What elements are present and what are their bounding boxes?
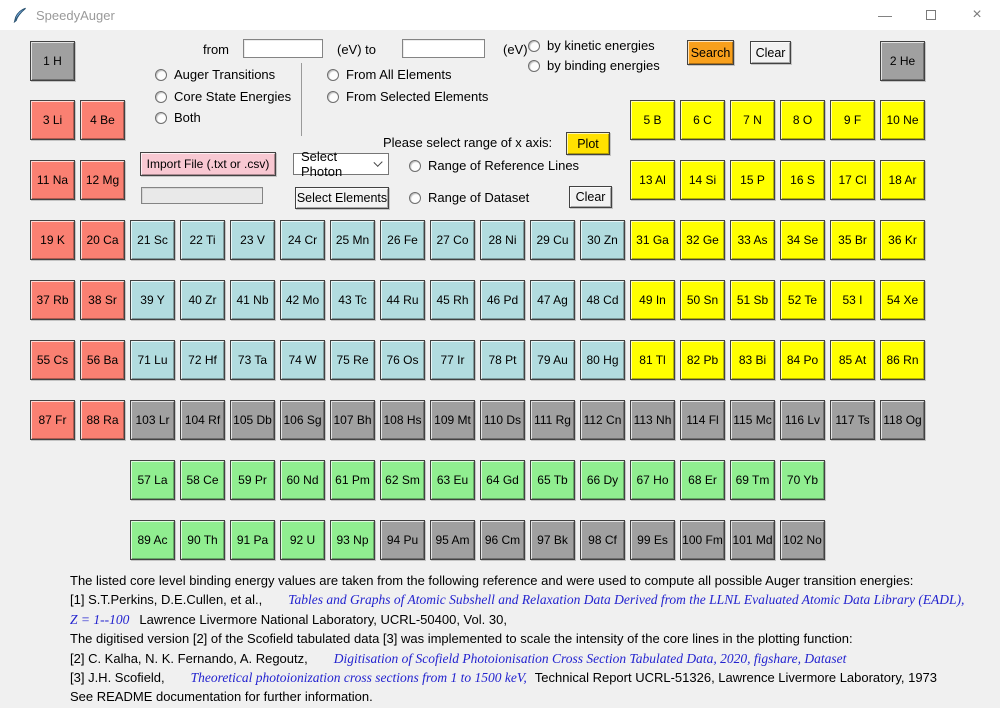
element-button-71-lu[interactable]: 71 Lu [130,340,175,380]
element-button-51-sb[interactable]: 51 Sb [730,280,775,320]
radio-core-state-energies[interactable]: Core State Energies [155,89,291,104]
element-button-44-ru[interactable]: 44 Ru [380,280,425,320]
element-button-68-er[interactable]: 68 Er [680,460,725,500]
element-button-53-i[interactable]: 53 I [830,280,875,320]
radio-circle-icon [155,91,167,103]
element-button-20-ca[interactable]: 20 Ca [80,220,125,260]
element-button-83-bi[interactable]: 83 Bi [730,340,775,380]
element-button-43-tc[interactable]: 43 Tc [330,280,375,320]
element-button-114-fl[interactable]: 114 Fl [680,400,725,440]
feather-icon [12,7,28,23]
search-button[interactable]: Search [687,40,734,65]
reference-text: See README documentation for further information. [70,689,373,705]
radio-circle-icon [327,91,339,103]
element-button-14-si[interactable]: 14 Si [680,160,725,200]
element-button-62-sm[interactable]: 62 Sm [380,460,425,500]
element-button-15-p[interactable]: 15 P [730,160,775,200]
element-button-80-hg[interactable]: 80 Hg [580,340,625,380]
element-button-82-pb[interactable]: 82 Pb [680,340,725,380]
element-button-57-la[interactable]: 57 La [130,460,175,500]
element-button-50-sn[interactable]: 50 Sn [680,280,725,320]
element-button-108-hs[interactable]: 108 Hs [380,400,425,440]
element-button-102-no[interactable]: 102 No [780,520,825,560]
element-button-72-hf[interactable]: 72 Hf [180,340,225,380]
element-button-88-ra[interactable]: 88 Ra [80,400,125,440]
import-file-button[interactable]: Import File (.txt or .csv) [140,152,276,176]
element-button-26-fe[interactable]: 26 Fe [380,220,425,260]
element-button-21-sc[interactable]: 21 Sc [130,220,175,260]
reference-text: Lawrence Livermore National Laboratory, UCRL-50400, Vol. 30, [139,611,507,627]
element-button-78-pt[interactable]: 78 Pt [480,340,525,380]
reference-line [70,668,990,687]
element-button-30-zn[interactable]: 30 Zn [580,220,625,260]
element-button-52-te[interactable]: 52 Te [780,280,825,320]
element-button-105-db[interactable]: 105 Db [230,400,275,440]
reference-line [70,649,990,668]
clear-search-button[interactable]: Clear [750,41,791,64]
element-button-59-pr[interactable]: 59 Pr [230,460,275,500]
element-button-109-mt[interactable]: 109 Mt [430,400,475,440]
element-button-89-ac[interactable]: 89 Ac [130,520,175,560]
element-button-10-ne[interactable]: 10 Ne [880,100,925,140]
element-button-5-b[interactable]: 5 B [630,100,675,140]
element-button-85-at[interactable]: 85 At [830,340,875,380]
plot-button[interactable]: Plot [566,132,610,155]
element-button-3-li[interactable]: 3 Li [30,100,75,140]
ev-to-label: (eV) to [337,42,377,57]
element-button-79-au[interactable]: 79 Au [530,340,575,380]
from-energy-input[interactable] [243,39,323,58]
radio-auger-transitions[interactable]: Auger Transitions [155,67,275,82]
element-button-104-rf[interactable]: 104 Rf [180,400,225,440]
element-button-91-pa[interactable]: 91 Pa [230,520,275,560]
radio-circle-icon [409,192,421,204]
element-button-61-pm[interactable]: 61 Pm [330,460,375,500]
element-button-54-xe[interactable]: 54 Xe [880,280,925,320]
radio-circle-icon [155,69,167,81]
maximize-icon [926,10,936,20]
element-button-6-c[interactable]: 6 C [680,100,725,140]
element-button-60-nd[interactable]: 60 Nd [280,460,325,500]
element-button-25-mn[interactable]: 25 Mn [330,220,375,260]
maximize-button[interactable] [908,0,954,30]
radio-circle-icon [528,60,540,72]
element-button-94-pu[interactable]: 94 Pu [380,520,425,560]
reference-text: Technical Report UCRL-51326, Lawrence Livermore Laboratory, 1973 [534,670,938,686]
radio-from-selected-elements[interactable]: From Selected Elements [327,89,488,104]
group-divider [301,63,302,136]
element-button-48-cd[interactable]: 48 Cd [580,280,625,320]
radio-circle-icon [327,69,339,81]
element-button-8-o[interactable]: 8 O [780,100,825,140]
element-button-107-bh[interactable]: 107 Bh [330,400,375,440]
element-button-106-sg[interactable]: 106 Sg [280,400,325,440]
element-button-38-sr[interactable]: 38 Sr [80,280,125,320]
element-button-113-nh[interactable]: 113 Nh [630,400,675,440]
element-button-2-he[interactable]: 2 He [880,41,925,81]
element-button-63-eu[interactable]: 63 Eu [430,460,475,500]
imported-file-field [141,187,263,204]
element-button-81-tl[interactable]: 81 Tl [630,340,675,380]
radio-from-all-elements[interactable]: From All Elements [327,67,451,82]
element-button-42-mo[interactable]: 42 Mo [280,280,325,320]
element-button-93-np[interactable]: 93 Np [330,520,375,560]
radio-circle-icon [155,112,167,124]
element-button-115-mc[interactable]: 115 Mc [730,400,775,440]
element-button-100-fm[interactable]: 100 Fm [680,520,725,560]
element-button-90-th[interactable]: 90 Th [180,520,225,560]
element-button-13-al[interactable]: 13 Al [630,160,675,200]
element-button-116-lv[interactable]: 116 Lv [780,400,825,440]
reference-line [70,629,990,648]
element-button-74-w[interactable]: 74 W [280,340,325,380]
element-button-37-rb[interactable]: 37 Rb [30,280,75,320]
element-button-24-cr[interactable]: 24 Cr [280,220,325,260]
element-button-75-re[interactable]: 75 Re [330,340,375,380]
from-label: from [203,42,229,57]
reference-citation-link: Theoretical photoionization cross sections from 1 to 1500 keV, [190,670,527,686]
element-button-84-po[interactable]: 84 Po [780,340,825,380]
element-button-95-am[interactable]: 95 Am [430,520,475,560]
radio-by-binding-energies[interactable]: by binding energies [528,58,660,73]
element-button-4-be[interactable]: 4 Be [80,100,125,140]
element-button-23-v[interactable]: 23 V [230,220,275,260]
element-button-92-u[interactable]: 92 U [280,520,325,560]
element-button-28-ni[interactable]: 28 Ni [480,220,525,260]
radio-range-of-reference-lines[interactable]: Range of Reference Lines [409,158,579,173]
window-title: SpeedyAuger [36,7,115,23]
element-button-11-na[interactable]: 11 Na [30,160,75,200]
element-button-45-rh[interactable]: 45 Rh [430,280,475,320]
element-button-27-co[interactable]: 27 Co [430,220,475,260]
element-button-31-ga[interactable]: 31 Ga [630,220,675,260]
element-button-12-mg[interactable]: 12 Mg [80,160,125,200]
radio-by-kinetic-energies[interactable]: by kinetic energies [528,38,655,53]
element-button-7-n[interactable]: 7 N [730,100,775,140]
reference-text: [1] S.T.Perkins, D.E.Cullen, et al., [70,592,263,608]
element-button-86-rn[interactable]: 86 Rn [880,340,925,380]
reference-citation-link: Z = 1--100 [70,611,130,627]
element-button-18-ar[interactable]: 18 Ar [880,160,925,200]
ev-label: (eV) [503,42,528,57]
radio-range-of-dataset[interactable]: Range of Dataset [409,190,529,205]
element-button-16-s[interactable]: 16 S [780,160,825,200]
clear-plot-button[interactable]: Clear [569,186,612,208]
select-photon-dropdown[interactable]: Select Photon [293,153,389,175]
element-button-103-lr[interactable]: 103 Lr [130,400,175,440]
element-button-9-f[interactable]: 9 F [830,100,875,140]
select-elements-button[interactable]: Select Elements [295,187,389,209]
element-button-41-nb[interactable]: 41 Nb [230,280,275,320]
reference-citation-link: Tables and Graphs of Atomic Subshell and Relaxation Data Derived from the LLNL Evaluated Atomic Data Library (EADL), [288,592,965,608]
element-button-36-kr[interactable]: 36 Kr [880,220,925,260]
element-button-98-cf[interactable]: 98 Cf [580,520,625,560]
element-button-58-ce[interactable]: 58 Ce [180,460,225,500]
reference-text: The listed core level binding energy values are taken from the following reference and were used to compute all possible Auger transition energies: [70,573,914,588]
element-button-46-pd[interactable]: 46 Pd [480,280,525,320]
reference-text: [2] C. Kalha, N. K. Fernando, A. Regoutz, [70,650,308,666]
element-button-39-y[interactable]: 39 Y [130,280,175,320]
element-button-97-bk[interactable]: 97 Bk [530,520,575,560]
reference-citation-link: Digitisation of Scofield Photoionisation Cross Section Tabulated Data, 2020, figshare, Dataset [333,650,847,666]
reference-text: [3] J.H. Scofield, [70,670,165,686]
xaxis-range-label: Please select range of x axis: [383,135,553,150]
element-button-112-cn[interactable]: 112 Cn [580,400,625,440]
title-bar [0,0,1000,30]
reference-line [70,610,990,629]
element-button-77-ir[interactable]: 77 Ir [430,340,475,380]
minimize-button[interactable]: — [878,7,892,23]
to-energy-input[interactable] [402,39,485,58]
element-button-29-cu[interactable]: 29 Cu [530,220,575,260]
element-button-87-fr[interactable]: 87 Fr [30,400,75,440]
element-button-34-se[interactable]: 34 Se [780,220,825,260]
element-button-35-br[interactable]: 35 Br [830,220,875,260]
element-button-99-es[interactable]: 99 Es [630,520,675,560]
element-button-117-ts[interactable]: 117 Ts [830,400,875,440]
reference-line [70,571,990,590]
close-button[interactable]: × [972,6,982,23]
element-button-67-ho[interactable]: 67 Ho [630,460,675,500]
reference-text: The digitised version [2] of the Scofield tabulated data [3] was implemented to scale the intensity of the core lines in the plotting function: [70,631,853,647]
element-button-69-tm[interactable]: 69 Tm [730,460,775,500]
element-button-65-tb[interactable]: 65 Tb [530,460,575,500]
element-button-96-cm[interactable]: 96 Cm [480,520,525,560]
element-button-73-ta[interactable]: 73 Ta [230,340,275,380]
element-button-101-md[interactable]: 101 Md [730,520,775,560]
element-button-49-in[interactable]: 49 In [630,280,675,320]
element-button-1-h[interactable]: 1 H [30,41,75,81]
element-button-70-yb[interactable]: 70 Yb [780,460,825,500]
element-button-66-dy[interactable]: 66 Dy [580,460,625,500]
element-button-55-cs[interactable]: 55 Cs [30,340,75,380]
element-button-32-ge[interactable]: 32 Ge [680,220,725,260]
element-button-64-gd[interactable]: 64 Gd [480,460,525,500]
element-button-47-ag[interactable]: 47 Ag [530,280,575,320]
element-button-17-cl[interactable]: 17 Cl [830,160,875,200]
radio-both[interactable]: Both [155,110,201,125]
element-button-118-og[interactable]: 118 Og [880,400,925,440]
references-footer [70,571,990,707]
radio-circle-icon [409,160,421,172]
element-button-40-zr[interactable]: 40 Zr [180,280,225,320]
radio-circle-icon [528,40,540,52]
element-button-33-as[interactable]: 33 As [730,220,775,260]
reference-line [70,590,990,609]
element-button-19-k[interactable]: 19 K [30,220,75,260]
reference-line [70,687,990,706]
element-button-76-os[interactable]: 76 Os [380,340,425,380]
element-button-22-ti[interactable]: 22 Ti [180,220,225,260]
element-button-111-rg[interactable]: 111 Rg [530,400,575,440]
element-button-110-ds[interactable]: 110 Ds [480,400,525,440]
element-button-56-ba[interactable]: 56 Ba [80,340,125,380]
